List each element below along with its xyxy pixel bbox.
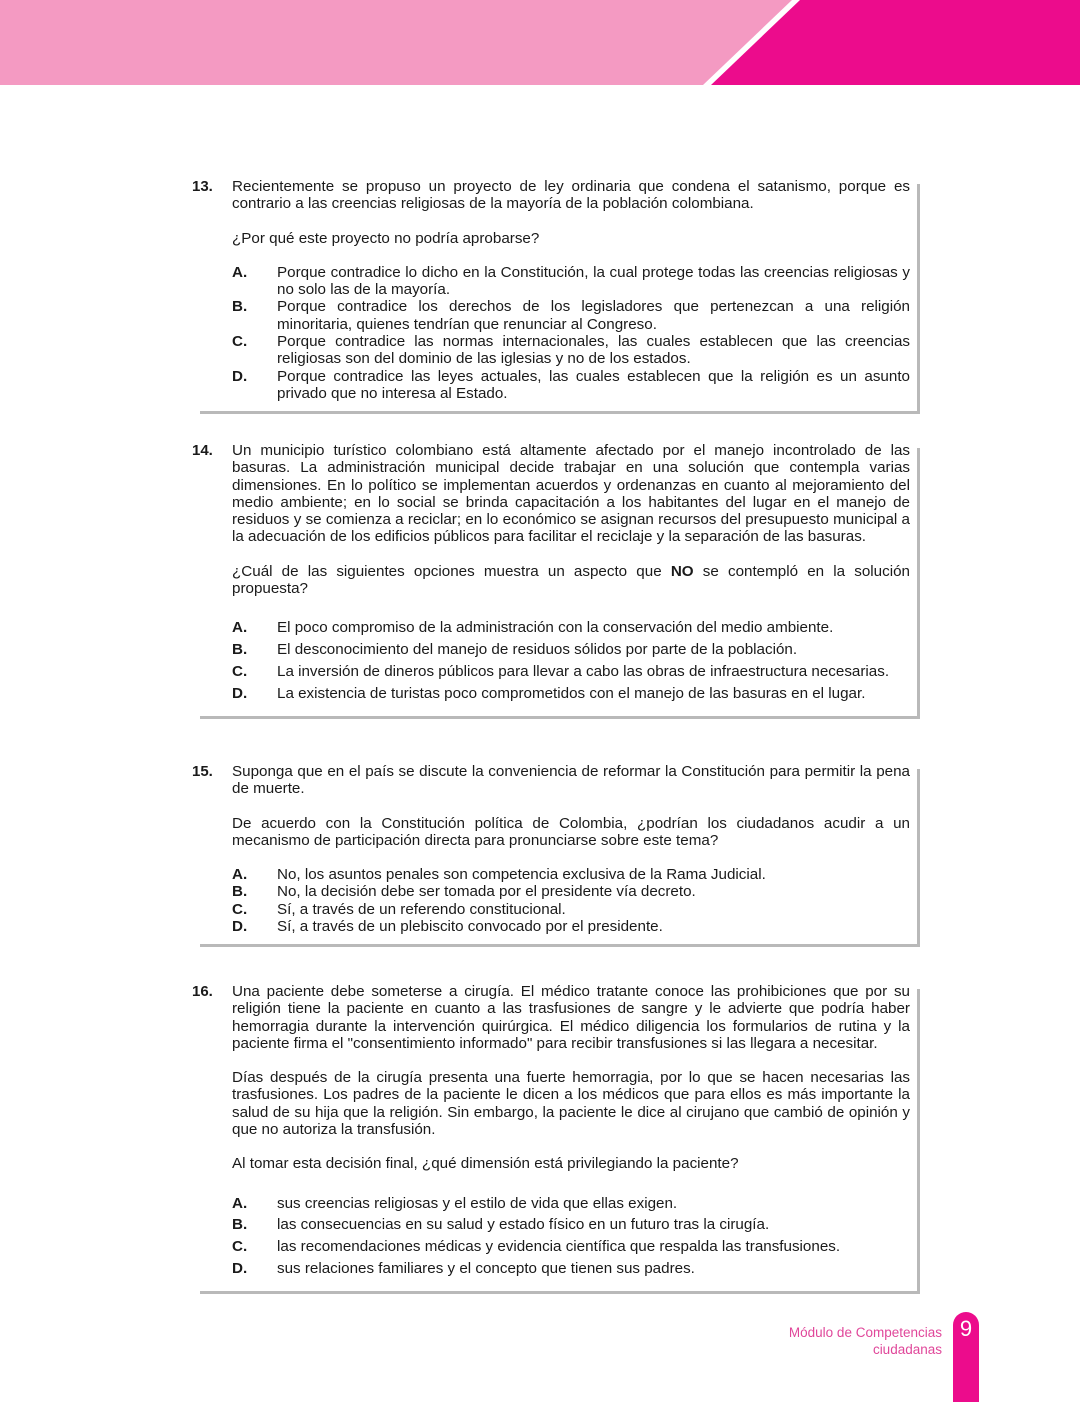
option-letter: C. xyxy=(232,333,248,351)
text-segment: Una paciente debe someterse a cirugía. El médico tratante conoce las prohibiciones que por su religión tiene la paciente en cuanto a las trasfusiones de sangre y le advierte que podría haber hemorragia durante la intervención quirúrgica. El médico diligencia los formularios de rutina y la paciente firma el "consentimiento informado" para recibir transfusiones si las llegara a necesitar. xyxy=(232,983,910,1052)
option-text: La inversión de dineros públicos para llevar a cabo las obras de infraestructura necesarias. xyxy=(277,662,890,680)
page-number: 9 xyxy=(953,1312,979,1402)
text-segment: ¿Por qué este proyecto no podría aprobarse? xyxy=(232,229,540,247)
option-text: Sí, a través de un referendo constitucional. xyxy=(277,900,566,918)
option-letter: B. xyxy=(232,298,248,316)
option-text: las consecuencias en su salud y estado físico en un futuro tras la cirugía. xyxy=(277,1216,770,1234)
option-letter: D. xyxy=(232,918,248,936)
option-letter: C. xyxy=(232,900,248,918)
option-letter: D. xyxy=(232,684,248,702)
option-text: No, la decisión debe ser tomada por el presidente vía decreto. xyxy=(277,883,696,901)
option-text: Porque contradice lo dicho en la Constitución, la cual protege todas las creencias religiosas y no solo las de la mayoría. xyxy=(277,263,910,299)
option-text: Porque contradice las leyes actuales, las cuales establecen que la religión es un asunto privado que no interesa al Estado. xyxy=(277,367,910,402)
question-14 xyxy=(190,442,920,719)
question-13 xyxy=(190,178,920,414)
option-text: sus relaciones familiares y el concepto que tienen sus padres. xyxy=(277,1260,695,1278)
option-letter: B. xyxy=(232,641,248,659)
text-segment: Al tomar esta decisión final, ¿qué dimensión está privilegiando la paciente? xyxy=(232,1155,739,1173)
question-number: 14. xyxy=(192,442,213,459)
bold-text: NO xyxy=(670,562,694,580)
question-15 xyxy=(190,763,920,947)
option-text: No, los asuntos penales son competencia exclusiva de la Rama Judicial. xyxy=(277,866,766,884)
option-letter: D. xyxy=(232,367,248,385)
question-frame xyxy=(200,448,920,719)
footer-line-2: ciudadanas xyxy=(872,1342,942,1357)
question-number: 13. xyxy=(192,178,213,195)
footer-line-1: Módulo de Competencias xyxy=(788,1325,942,1340)
text-segment: Un municipio turístico colombiano está altamente afectado por el manejo incontrolado de las basuras. La administración municipal decide trabajar en una solución que contempla varias dimensiones. En lo político se implementan acuerdos y ordenanzas en cuanto al mejoramiento del medio ambiente; en lo social se brinda capacitación a los habitantes del lugar en el manejo de residuos y se comienza a reciclar; en lo económico se asignan recursos del presupuesto municipal a la adecuación de los edificios públicos para facilitar el reciclaje y la separación de las basuras. xyxy=(232,442,910,546)
option-text: Porque contradice las normas internacionales, las cuales establecen que las creencias religiosas son del dominio de las iglesias y no de los estados. xyxy=(277,333,910,368)
option-letter: A. xyxy=(232,263,248,281)
question-16 xyxy=(190,983,920,1294)
option-letter: C. xyxy=(232,1238,248,1256)
footer-module-title xyxy=(789,1324,942,1358)
header-banner xyxy=(0,0,1080,85)
option-text: Porque contradice los derechos de los legisladores que pertenezcan a una religión minoritaria, quienes tendrían que renunciar al Congreso. xyxy=(277,298,910,333)
option-letter: A. xyxy=(232,1194,248,1212)
question-number: 15. xyxy=(192,763,213,780)
option-letter: B. xyxy=(232,883,248,901)
question-frame xyxy=(200,769,920,947)
option-text: sus creencias religiosas y el estilo de vida que ellas exigen. xyxy=(277,1194,678,1212)
text-segment: Suponga que en el país se discute la conveniencia de reformar la Constitución para permitir la pena de muerte. xyxy=(232,763,910,798)
option-text: Sí, a través de un plebiscito convocado por el presidente. xyxy=(277,918,663,936)
text-segment: se contempló en la solución propuesta? xyxy=(232,562,910,598)
question-frame xyxy=(200,184,920,414)
option-letter: C. xyxy=(232,662,248,680)
question-number: 16. xyxy=(192,983,213,1000)
text-segment: De acuerdo con la Constitución política de Colombia, ¿podrían los ciudadanos acudir a un mecanismo de participación directa para pronunciarse sobre este tema? xyxy=(232,814,910,849)
option-text: El desconocimiento del manejo de residuos sólidos por parte de la población. xyxy=(277,641,798,659)
option-letter: B. xyxy=(232,1216,248,1234)
option-text: La existencia de turistas poco comprometidos con el manejo de las basuras en el lugar. xyxy=(277,684,866,702)
text-segment: ¿Cuál de las siguientes opciones muestra un aspecto que xyxy=(232,562,671,580)
question-frame xyxy=(200,989,920,1294)
text-segment: Días después de la cirugía presenta una fuerte hemorragia, por lo que se hacen necesarias las trasfusiones. Los padres de la paciente le dicen a los médicos que para ellos es más importante la salud de su hija que la religión. Sin embargo, la paciente le dice al cirujano que cambió de opinión y que no autoriza la transfusión. xyxy=(232,1069,910,1139)
option-text: El poco compromiso de la administración con la conservación del medio ambiente. xyxy=(277,619,834,637)
option-letter: D. xyxy=(232,1260,248,1278)
option-letter: A. xyxy=(232,866,248,884)
option-letter: A. xyxy=(232,619,248,637)
option-text: las recomendaciones médicas y evidencia científica que respalda las transfusiones. xyxy=(277,1238,841,1256)
text-segment: Recientemente se propuso un proyecto de ley ordinaria que condena el satanismo, porque es contrario a las creencias religiosas de la mayoría de la población colombiana. xyxy=(232,178,910,213)
